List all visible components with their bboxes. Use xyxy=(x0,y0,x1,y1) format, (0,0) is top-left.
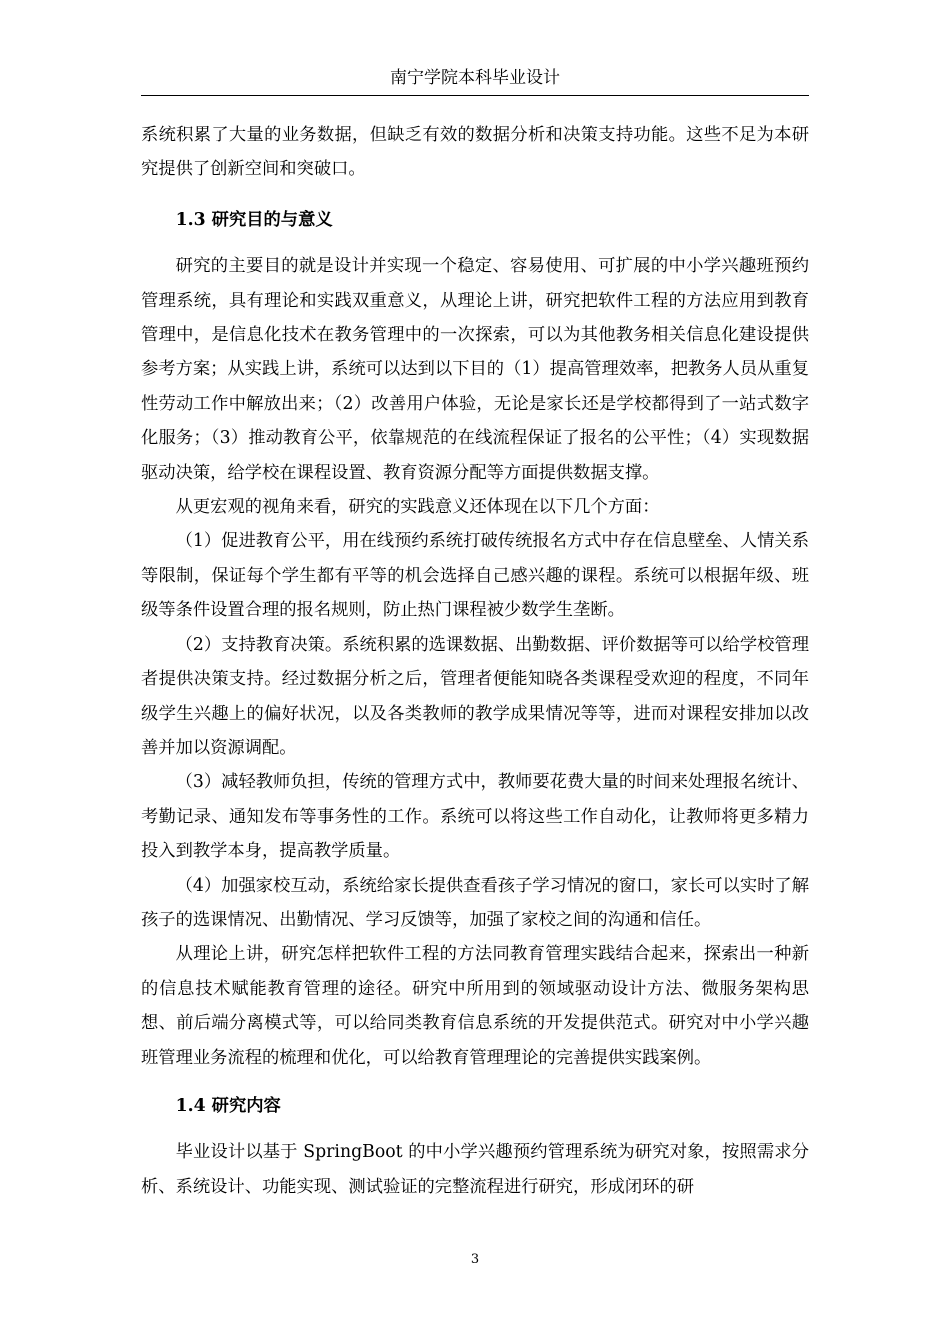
paragraph: 毕业设计以基于 SpringBoot 的中小学兴趣预约管理系统为研究对象，按照需求分析、系统设计、功能实现、测试验证的完整流程进行研究，形成闭环的研 xyxy=(141,1142,809,1197)
list-paragraph: （3）减轻教师负担，传统的管理方式中，教师要花费大量的时间来处理报名统计、考勤记录、通知发布等事务性的工作。系统可以将这些工作自动化，让教师将更多精力投入到教学本身，提高教学质量。 xyxy=(141,772,809,862)
page-header: 南宁学院本科毕业设计 xyxy=(141,62,809,96)
paragraph: 研究的主要目的就是设计并实现一个稳定、容易使用、可扩展的中小学兴趣班预约管理系统，具有理论和实践双重意义，从理论上讲，研究把软件工程的方法应用到教育管理中，是信息化技术在教务管理中的一次探索，可以为其他教务相关信息化建设提供参考方案；从实践上讲，系统可以达到以下目的（1）提高管理效率，把教务人员从重复性劳动工作中解放出来；（2）改善用户体验，无论是家长还是学校都得到了一站式数字化服务；（3）推动教育公平，依靠规范的在线流程保证了报名的公平性；（4）实现数据驱动决策，给学校在课程设置、教育资源分配等方面提供数据支撑。 xyxy=(141,256,809,483)
paragraph-intro: 系统积累了大量的业务数据，但缺乏有效的数据分析和决策支持功能。这些不足为本研究提供了创新空间和突破口。 xyxy=(141,125,809,180)
list-paragraph: （4）加强家校互动，系统给家长提供查看孩子学习情况的窗口，家长可以实时了解孩子的选课情况、出勤情况、学习反馈等，加强了家校之间的沟通和信任。 xyxy=(141,875,809,930)
section-heading-1-4: 1.4 研究内容 xyxy=(175,1095,281,1116)
paragraph: 从更宏观的视角来看，研究的实践意义还体现在以下几个方面： xyxy=(175,497,660,518)
list-paragraph: （2）支持教育决策。系统积累的选课数据、出勤数据、评价数据等可以给学校管理者提供决策支持。经过数据分析之后，管理者便能知晓各类课程受欢迎的程度，不同年级学生兴趣上的偏好状况，以及各类教师的教学成果情况等等，进而对课程安排加以改善并加以资源调配。 xyxy=(141,634,809,758)
page-number: 3 xyxy=(470,1252,480,1267)
section-heading-1-3: 1.3 研究目的与意义 xyxy=(175,209,333,230)
paragraph: 从理论上讲，研究怎样把软件工程的方法同教育管理实践结合起来，探索出一种新的信息技术赋能教育管理的途径。研究中所用到的领域驱动设计方法、微服务架构思想、前后端分离模式等，可以给同类教育信息系统的开发提供范式。研究对中小学兴趣班管理业务流程的梳理和优化，可以给教育管理理论的完善提供实践案例。 xyxy=(141,944,809,1068)
document-body xyxy=(141,118,809,1204)
list-paragraph: （1）促进教育公平，用在线预约系统打破传统报名方式中存在信息壁垒、人情关系等限制，保证每个学生都有平等的机会选择自己感兴趣的课程。系统可以根据年级、班级等条件设置合理的报名规则，防止热门课程被少数学生垄断。 xyxy=(141,531,809,621)
